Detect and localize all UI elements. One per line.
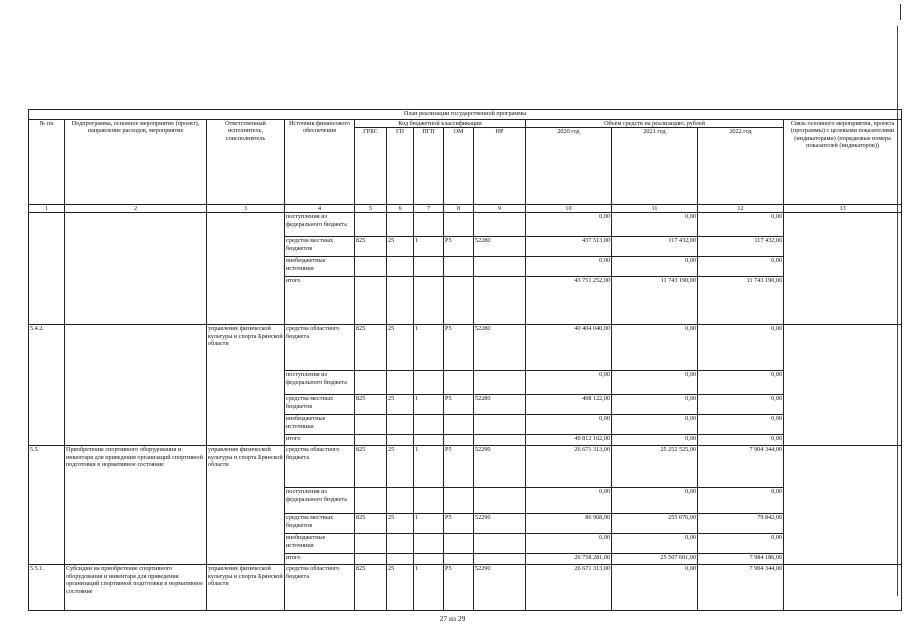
header-2022: 2022 год (698, 128, 784, 205)
nr-cell (474, 554, 526, 565)
nr-cell: 52280 (474, 325, 526, 371)
grbs-cell: 825 (355, 395, 387, 415)
header-2020: 2020 год (526, 128, 612, 205)
indicator-link-cell (784, 565, 902, 611)
funding-source-cell: средства местных бюджетов (285, 514, 355, 534)
funding-source-cell: средства областного бюджета (285, 325, 355, 371)
gp-cell (387, 257, 414, 277)
pgp-cell (414, 257, 444, 277)
header-gp: ГП (387, 128, 414, 205)
plan-table-body (29, 110, 902, 611)
amount-2022-cell: 7 904 344,00 (698, 446, 784, 488)
column-number-cell: 5 (355, 205, 387, 213)
amount-2022-cell: 0,00 (698, 325, 784, 371)
header-budget-code: Код бюджетной классификации (355, 120, 526, 128)
gp-cell: 25 (387, 565, 414, 611)
amount-2021-cell: 0,00 (612, 565, 698, 611)
responsible-cell: управление физической культуры и спорта Брянской области (207, 565, 285, 611)
indicator-link-cell (784, 213, 902, 325)
amount-2020-cell: 26 671 313,00 (526, 565, 612, 611)
header-volume: Объём средств на реализацию, рублей (526, 120, 784, 128)
funding-source-cell: средства местных бюджетов (285, 237, 355, 257)
nr-cell (474, 371, 526, 395)
om-cell (444, 371, 474, 395)
indicator-link-cell (784, 325, 902, 446)
activity-name-cell (65, 213, 207, 325)
funding-source-cell: внебюджетные источники (285, 257, 355, 277)
amount-2021-cell: 0,00 (612, 325, 698, 371)
row-number-cell: 5.5. (29, 446, 65, 565)
amount-2022-cell: 0,00 (698, 435, 784, 446)
grbs-cell (355, 371, 387, 395)
gp-cell (387, 554, 414, 565)
header-om: ОМ (444, 128, 474, 205)
amount-2022-cell: 0,00 (698, 415, 784, 435)
header-row-1 (29, 120, 902, 128)
gp-cell: 25 (387, 325, 414, 371)
nr-cell (474, 488, 526, 514)
nr-cell (474, 213, 526, 237)
amount-2022-cell: 0,00 (698, 257, 784, 277)
funding-source-cell: поступления из федерального бюджета (285, 213, 355, 237)
amount-2020-cell: 408 122,00 (526, 395, 612, 415)
header-num: № пп (29, 120, 65, 205)
amount-2022-cell: 117 432,00 (698, 237, 784, 257)
header-subprogram: Подпрограмма, основное мероприятие (проект), направление расходов, мероприятие (65, 120, 207, 205)
amount-2022-cell: 0,00 (698, 213, 784, 237)
table-row (29, 213, 902, 237)
activity-name-cell: Приобретение спортивного оборудования и инвентаря для приведения организаций спортивной подготовки в нормативное состояние (65, 446, 207, 565)
gp-cell (387, 277, 414, 325)
column-number-cell: 7 (414, 205, 444, 213)
table-row (29, 325, 902, 371)
amount-2022-cell: 0,00 (698, 371, 784, 395)
pgp-cell: 1 (414, 565, 444, 611)
amount-2021-cell: 0,00 (612, 415, 698, 435)
amount-2020-cell: 26 671 313,00 (526, 446, 612, 488)
nr-cell: 52280 (474, 237, 526, 257)
gp-cell: 25 (387, 237, 414, 257)
nr-cell: 52290 (474, 565, 526, 611)
grbs-cell (355, 277, 387, 325)
pgp-cell: 1 (414, 446, 444, 488)
amount-2021-cell: 255 076,00 (612, 514, 698, 534)
column-number-cell: 8 (444, 205, 474, 213)
row-number-cell: 5.4.2. (29, 325, 65, 446)
amount-2020-cell: 86 968,00 (526, 514, 612, 534)
column-number-cell: 9 (474, 205, 526, 213)
amount-2021-cell: 0,00 (612, 435, 698, 446)
om-cell (444, 435, 474, 446)
om-cell (444, 277, 474, 325)
gp-cell (387, 371, 414, 395)
amount-2020-cell: 43 751 252,00 (526, 277, 612, 325)
grbs-cell (355, 257, 387, 277)
grbs-cell (355, 415, 387, 435)
table-title: План реализации государственной программы (29, 110, 902, 120)
column-number-cell: 12 (698, 205, 784, 213)
nr-cell (474, 257, 526, 277)
amount-2020-cell: 0,00 (526, 371, 612, 395)
responsible-cell (207, 213, 285, 325)
funding-source-cell: итого (285, 435, 355, 446)
plan-table (28, 109, 902, 611)
amount-2020-cell: 437 513,00 (526, 237, 612, 257)
nr-cell: 52290 (474, 446, 526, 488)
grbs-cell (355, 435, 387, 446)
grbs-cell (355, 488, 387, 514)
table-row (29, 565, 902, 611)
table-row (29, 446, 902, 488)
scan-mark-top (900, 4, 901, 20)
header-2021: 2021 год (612, 128, 698, 205)
activity-name-cell: Субсидии на приобретение спортивного оборудования и инвентаря для приведения организаций спортивной подготовки в нормативное состояние (65, 565, 207, 611)
column-number-cell: 2 (65, 205, 207, 213)
amount-2022-cell: 0,00 (698, 488, 784, 514)
pgp-cell: 1 (414, 395, 444, 415)
amount-2021-cell: 0,00 (612, 371, 698, 395)
om-cell (444, 257, 474, 277)
amount-2020-cell: 0,00 (526, 257, 612, 277)
amount-2022-cell: 11 743 190,00 (698, 277, 784, 325)
grbs-cell (355, 554, 387, 565)
amount-2021-cell: 0,00 (612, 488, 698, 514)
pgp-cell (414, 534, 444, 554)
funding-source-cell: внебюджетные источники (285, 415, 355, 435)
column-number-cell: 6 (387, 205, 414, 213)
gp-cell: 25 (387, 395, 414, 415)
grbs-cell: 825 (355, 237, 387, 257)
activity-name-cell (65, 325, 207, 446)
grbs-cell (355, 534, 387, 554)
title-row (29, 110, 902, 120)
column-number-cell: 4 (285, 205, 355, 213)
pgp-cell (414, 277, 444, 325)
grbs-cell: 825 (355, 565, 387, 611)
header-grbs: ГРБС (355, 128, 387, 205)
pgp-cell (414, 371, 444, 395)
om-cell (444, 488, 474, 514)
funding-source-cell: поступления из федерального бюджета (285, 488, 355, 514)
pgp-cell (414, 415, 444, 435)
nr-cell: 52290 (474, 514, 526, 534)
responsible-cell: управление физической культуры и спорта Брянской области (207, 446, 285, 565)
gp-cell (387, 213, 414, 237)
row-number-cell: 5.5.1. (29, 565, 65, 611)
amount-2020-cell: 0,00 (526, 415, 612, 435)
header-responsible: Ответственный исполнитель, соисполнитель (207, 120, 285, 205)
om-cell: P5 (444, 395, 474, 415)
header-link: Связь основного мероприятия, проекта (программы) с целевыми показателями (индикаторами) (порядковые номера показателей (индикаторов)) (784, 120, 902, 205)
amount-2021-cell: 11 743 190,00 (612, 277, 698, 325)
column-number-cell: 1 (29, 205, 65, 213)
funding-source-cell: средства местных бюджетов (285, 395, 355, 415)
funding-source-cell: поступления из федерального бюджета (285, 371, 355, 395)
column-number-cell: 3 (207, 205, 285, 213)
gp-cell (387, 415, 414, 435)
column-number-row (29, 205, 902, 213)
om-cell: P5 (444, 237, 474, 257)
amount-2020-cell: 40 404 040,00 (526, 325, 612, 371)
header-pgp: ПГП (414, 128, 444, 205)
nr-cell (474, 534, 526, 554)
amount-2021-cell: 0,00 (612, 534, 698, 554)
pgp-cell: 1 (414, 325, 444, 371)
column-number-cell: 13 (784, 205, 902, 213)
funding-source-cell: средства областного бюджета (285, 446, 355, 488)
amount-2021-cell: 117 432,00 (612, 237, 698, 257)
pgp-cell (414, 435, 444, 446)
amount-2021-cell: 0,00 (612, 395, 698, 415)
gp-cell (387, 534, 414, 554)
nr-cell (474, 435, 526, 446)
responsible-cell: управление физической культуры и спорта Брянской области (207, 325, 285, 446)
amount-2022-cell: 79 842,00 (698, 514, 784, 534)
amount-2022-cell: 7 904 344,00 (698, 565, 784, 611)
grbs-cell: 825 (355, 325, 387, 371)
funding-source-cell: внебюджетные источники (285, 534, 355, 554)
nr-cell (474, 415, 526, 435)
gp-cell: 25 (387, 446, 414, 488)
gp-cell: 25 (387, 514, 414, 534)
amount-2020-cell: 0,00 (526, 488, 612, 514)
nr-cell (474, 277, 526, 325)
amount-2021-cell: 25 507 601,00 (612, 554, 698, 565)
grbs-cell: 825 (355, 514, 387, 534)
pgp-cell (414, 488, 444, 514)
indicator-link-cell (784, 446, 902, 565)
amount-2021-cell: 0,00 (612, 213, 698, 237)
column-number-cell: 10 (526, 205, 612, 213)
pgp-cell (414, 213, 444, 237)
header-source: Источник финансового обеспечения (285, 120, 355, 205)
row-number-cell (29, 213, 65, 325)
om-cell: P5 (444, 446, 474, 488)
gp-cell (387, 435, 414, 446)
amount-2020-cell: 40 812 162,00 (526, 435, 612, 446)
amount-2021-cell: 0,00 (612, 257, 698, 277)
pgp-cell: 1 (414, 237, 444, 257)
amount-2022-cell: 0,00 (698, 395, 784, 415)
om-cell (444, 213, 474, 237)
header-nr: НР (474, 128, 526, 205)
nr-cell: 52280 (474, 395, 526, 415)
om-cell: P5 (444, 565, 474, 611)
funding-source-cell: средства областного бюджета (285, 565, 355, 611)
pgp-cell (414, 554, 444, 565)
funding-source-cell: итого (285, 277, 355, 325)
amount-2020-cell: 0,00 (526, 213, 612, 237)
amount-2022-cell: 7 984 186,00 (698, 554, 784, 565)
om-cell: P5 (444, 514, 474, 534)
amount-2020-cell: 0,00 (526, 534, 612, 554)
om-cell (444, 554, 474, 565)
pgp-cell: 1 (414, 514, 444, 534)
funding-source-cell: итого (285, 554, 355, 565)
om-cell: P5 (444, 325, 474, 371)
om-cell (444, 415, 474, 435)
amount-2022-cell: 0,00 (698, 534, 784, 554)
gp-cell (387, 488, 414, 514)
amount-2020-cell: 26 758 281,00 (526, 554, 612, 565)
om-cell (444, 534, 474, 554)
document-sheet (28, 109, 901, 611)
grbs-cell (355, 213, 387, 237)
amount-2021-cell: 25 252 525,00 (612, 446, 698, 488)
grbs-cell: 825 (355, 446, 387, 488)
column-number-cell: 11 (612, 205, 698, 213)
page-number: 27 из 29 (439, 614, 466, 623)
